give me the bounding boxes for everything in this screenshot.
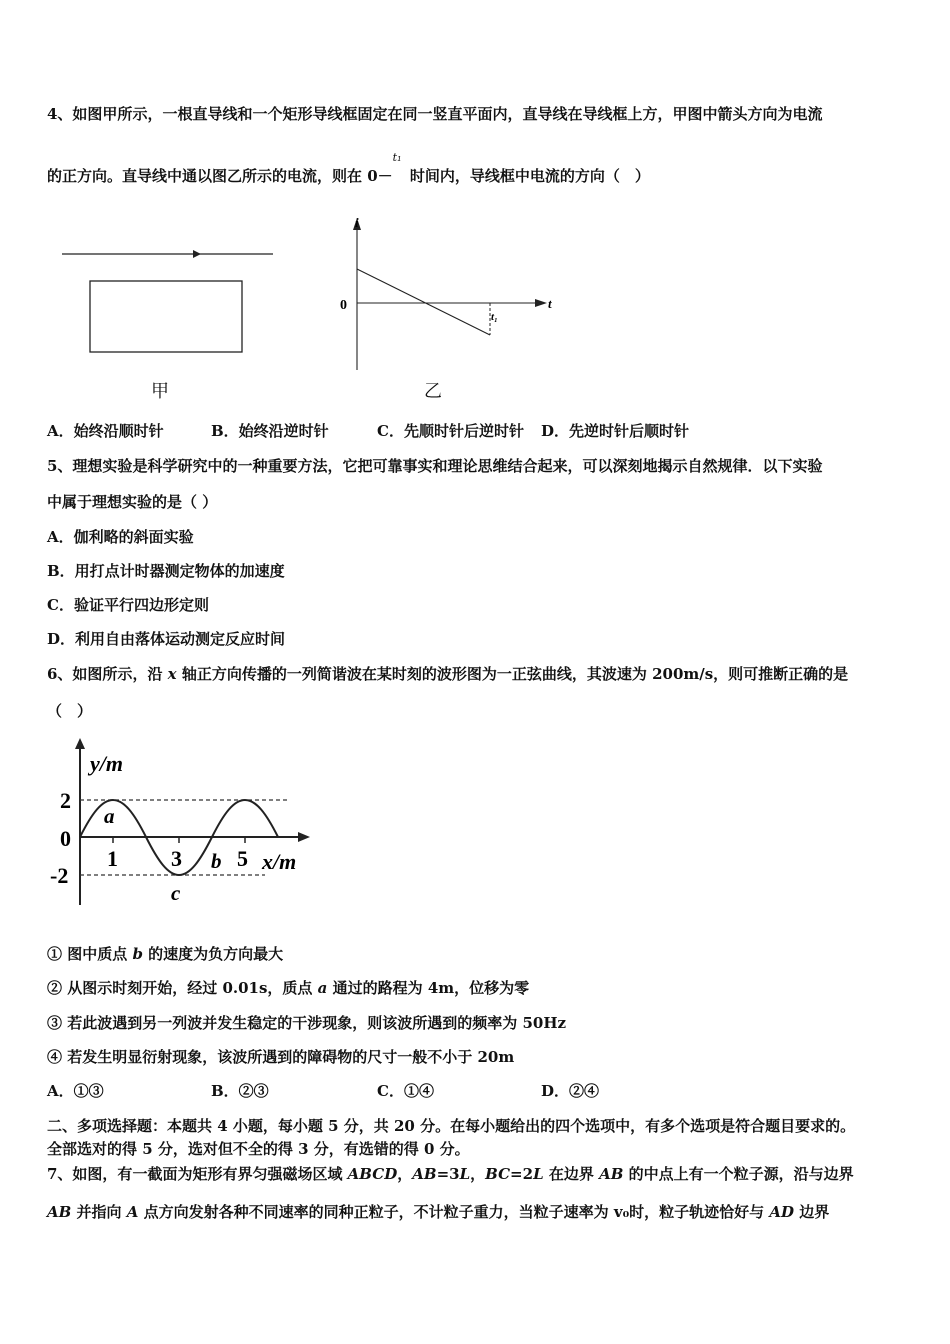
q6-statement-1-a: ① 图中质点 [47, 945, 133, 963]
q6-option-d[interactable]: D．②④ [541, 1082, 600, 1100]
q6-statement-2-a: ② 从图示时刻开始，经过 0.01s，质点 [47, 979, 318, 997]
t-axis-label: t [548, 296, 552, 311]
q7-line2 [47, 1201, 829, 1222]
point-b-label: b [211, 849, 222, 873]
point-a-label: a [104, 804, 115, 828]
q6-statement-1 [47, 943, 283, 964]
q7-l2: L [533, 1165, 544, 1183]
x-tick-5: 5 [237, 846, 248, 871]
current-line [357, 269, 490, 335]
q4-line2-a: 的正方向。直导线中通以图乙所示的电流，则在 0－ [47, 167, 393, 185]
q5-line1: 5、理想实验是科学研究中的一种重要方法，它把可靠事实和理论思维结合起来，可以深刻地揭示自然规律．以下实验 [47, 457, 823, 475]
q6-line1-a: 6、如图所示，沿 [47, 665, 168, 683]
q7-line2-ab: AB [47, 1203, 72, 1221]
q7-sep1: ， [397, 1165, 413, 1183]
q5-option-a[interactable]: A．伽利略的斜面实验 [47, 528, 194, 546]
q7-bc: BC [485, 1165, 511, 1183]
q7-abcd: ABCD [347, 1165, 398, 1183]
q7-line2-AD: AD [769, 1203, 795, 1221]
q4-t1-symbol: t₁ [392, 151, 402, 164]
fig-yi-label: 乙 [424, 381, 442, 402]
q4-line1: 4、如图甲所示，一根直导线和一个矩形导线框固定在同一竖直平面内，直导线在导线框上方，甲图中箭头方向为电流 [47, 105, 823, 123]
q6-statement-1-var: b [132, 945, 143, 963]
t1-label: t₁ [491, 311, 498, 323]
q7-line1-g: 的中点上有一个粒子源，沿与边界 [623, 1165, 854, 1183]
q6-line1-b: 轴正方向传播的一列简谐波在某时刻的波形图为一正弦曲线，其波速为 200m/s，则可推断正确的是 [176, 665, 849, 683]
q5-line2: 中属于理想实验的是（ ） [47, 493, 218, 511]
q4-option-c[interactable]: C．先顺时针后逆时针 [377, 422, 524, 440]
q6-option-c[interactable]: C．①④ [377, 1082, 434, 1100]
q6-statement-2-b: 通过的路程为 4m，位移为零 [327, 979, 530, 997]
x-tick-1: 1 [107, 846, 118, 871]
q7-eq2: =2 [510, 1165, 534, 1183]
figure-yi [330, 210, 570, 375]
q7-l1: L [459, 1165, 471, 1183]
q6-statement-2 [47, 977, 529, 998]
t-axis-arrow-icon [535, 299, 547, 307]
q6-statement-1-b: 的速度为负方向最大 [142, 945, 284, 963]
y-axis-label: y/m [90, 751, 123, 776]
q4-option-b[interactable]: B．始终沿逆时针 [211, 422, 329, 440]
q7-line1 [47, 1163, 854, 1184]
figure-jia [55, 240, 285, 410]
q6-option-b[interactable]: B．②③ [211, 1082, 269, 1100]
q7-line2-A: A [126, 1203, 139, 1221]
y-tick-neg2: -2 [50, 863, 69, 888]
q7-line1-a: 7、如图，有一截面为矩形有界匀强磁场区域 [47, 1165, 348, 1183]
i-axis-label: i [355, 215, 359, 230]
q7-sep2: ， [470, 1165, 486, 1183]
q7-line2-a: 并指向 [71, 1203, 127, 1221]
y-tick-2: 2 [60, 788, 71, 813]
q7-eq1: =3 [436, 1165, 460, 1183]
rectangular-loop [90, 281, 242, 352]
q7-line2-c: 边界 [794, 1203, 830, 1221]
q4-option-d[interactable]: D．先逆时针后顺时针 [541, 422, 690, 440]
origin-label: 0 [340, 298, 347, 313]
fig-jia-label: 甲 [151, 381, 169, 402]
q7-line1-f: 在边界 [543, 1165, 600, 1183]
q5-option-d[interactable]: D．利用自由落体运动测定反应时间 [47, 630, 286, 648]
q6-statement-4: ④ 若发生明显衍射现象，该波所遇到的障碍物的尺寸一般不小于 20m [47, 1048, 515, 1066]
q6-statement-3: ③ 若此波遇到另一列波并发生稳定的干涉现象，则该波所遇到的频率为 50Hz [47, 1014, 567, 1032]
q6-option-a[interactable]: A．①③ [47, 1082, 104, 1100]
q6-statement-2-var: a [317, 979, 328, 997]
y-tick-0: 0 [60, 826, 71, 851]
q7-line2-b: 点方向发射各种不同速率的同种正粒子，不计粒子重力，当粒子速率为 v₀时，粒子轨迹恰好与 [138, 1203, 770, 1221]
q7-ab2: AB [599, 1165, 624, 1183]
x-axis-label: x/m [262, 849, 297, 874]
section2-line2: 全部选对的得 5 分，选对但不全的得 3 分，有选错的得 0 分。 [47, 1140, 470, 1158]
x-axis-arrow-icon [298, 832, 310, 842]
wave-graph [40, 735, 320, 910]
y-axis-arrow-icon [75, 738, 85, 749]
q4-line2-b: 时间内，导线框中电流的方向（ ） [404, 167, 650, 185]
current-arrow-icon [193, 250, 201, 258]
q5-option-c[interactable]: C．验证平行四边形定则 [47, 596, 209, 614]
q6-line2: （ ） [47, 702, 93, 720]
q4-line2 [47, 151, 650, 186]
q6-line1 [47, 663, 848, 684]
q7-ab: AB [412, 1165, 437, 1183]
q5-option-b[interactable]: B．用打点计时器测定物体的加速度 [47, 562, 285, 580]
x-tick-3: 3 [171, 846, 182, 871]
section2-line1: 二、多项选择题：本题共 4 小题，每小题 5 分，共 20 分。在每小题给出的四个选项中，有多个选项是符合题目要求的。 [47, 1117, 856, 1135]
q6-x-symbol: x [167, 665, 177, 683]
q4-option-a[interactable]: A．始终沿顺时针 [47, 422, 164, 440]
point-c-label: c [171, 881, 181, 905]
